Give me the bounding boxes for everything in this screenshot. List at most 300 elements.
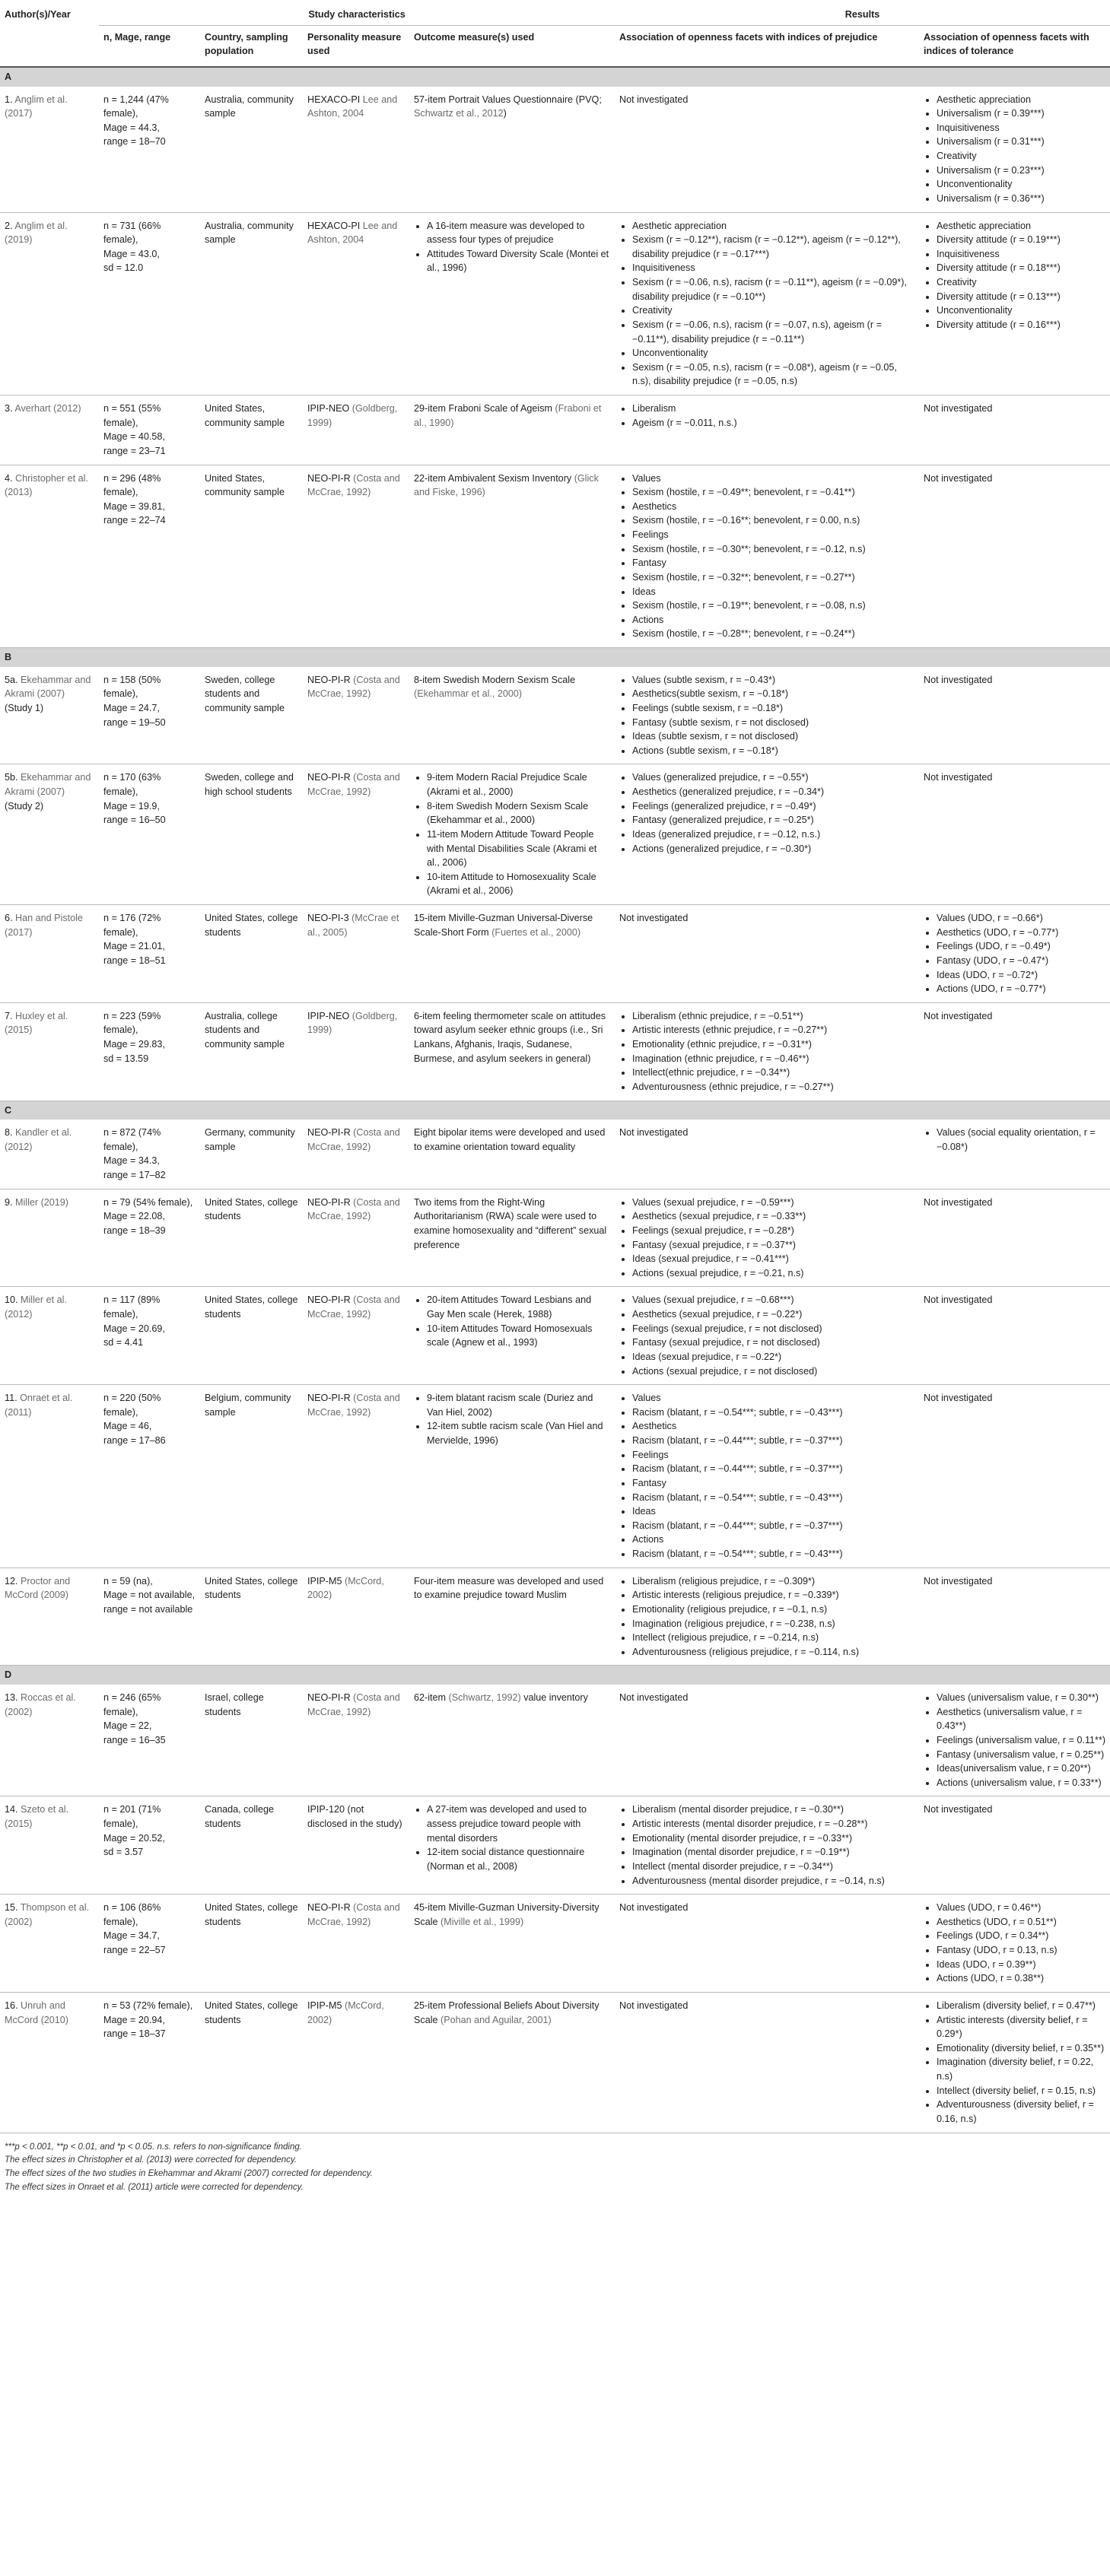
author-cell	[0, 1002, 99, 1101]
author-cell	[0, 1189, 99, 1287]
prejudice-item: • Sexism (r = −0.05, n.s), racism (r = −0.08*), ageism (r = −0.05, n.s), disability prejudice (r = −0.05, n.s)	[632, 361, 914, 389]
author-link: Anglim et al. (2019)	[5, 220, 68, 246]
citation: (Costa and McCrae, 1992)	[307, 1196, 400, 1222]
prejudice-item: • Ageism (r = −0.011, n.s.)	[632, 416, 914, 430]
tolerance-list	[924, 1126, 1105, 1154]
author-link: Huxley et al. (2015)	[5, 1010, 68, 1036]
prejudice-text: Not investigated	[619, 1692, 689, 1703]
author-cell	[0, 1895, 99, 1993]
prejudice-cell	[615, 1796, 919, 1895]
author-link: Thompson et al. (2002)	[5, 1902, 90, 1927]
prejudice-text: Not investigated	[619, 94, 689, 105]
section-row	[0, 1666, 1110, 1685]
outcome-cell	[409, 395, 615, 465]
prejudice-item: • Imagination (religious prejudice, r = −0.238, n.s)	[632, 1617, 914, 1631]
outcome-text: 45-item Miville-Guzman University-Diversity Scale	[414, 1902, 600, 1927]
tolerance-item: • Unconventionality	[937, 177, 1105, 192]
tolerance-item: • Values (UDO, r = −0.66*)	[937, 911, 1105, 926]
tolerance-item: • Creativity	[937, 275, 1105, 290]
prejudice-item: • Liberalism (mental disorder prejudice, r = −0.30**)	[632, 1803, 914, 1817]
outcome-text: 57-item Portrait Values Questionnaire (PVQ;	[414, 94, 602, 105]
measure-text: NEO-PI-R	[307, 1127, 354, 1139]
prejudice-item: • Ideas	[632, 585, 914, 599]
country-cell: Australia, community sample	[200, 212, 303, 395]
author-text: 2.	[5, 220, 15, 231]
measure-text: NEO-PI-R	[307, 472, 354, 484]
measure-cell	[303, 905, 409, 1003]
author-text: 7.	[5, 1010, 16, 1021]
sample-line: Mage = 39.81,	[103, 500, 165, 512]
prejudice-item: • Aesthetic appreciation	[632, 219, 914, 233]
author-text: 11.	[5, 1393, 21, 1404]
prejudice-list	[619, 472, 914, 642]
tolerance-item: • Diversity attitude (r = 0.13***)	[937, 290, 1105, 304]
tolerance-item: • Creativity	[937, 149, 1105, 164]
tolerance-item: • Inquisitiveness	[937, 247, 1105, 262]
measure-cell	[303, 764, 409, 905]
tolerance-text: Not investigated	[924, 674, 993, 685]
sample-line: n = 117 (89% female),	[103, 1294, 161, 1320]
tolerance-list	[924, 93, 1105, 206]
prejudice-item: • Values (sexual prejudice, r = −0.68***)	[632, 1293, 914, 1307]
header-prejudice: Association of openness facets with indices of prejudice	[615, 25, 919, 67]
prejudice-item: • Sexism (r = −0.06, n.s), racism (r = −0.11**), ageism (r = −0.09*), disability prejudice (r = −0.10**)	[632, 275, 914, 303]
sample-cell	[99, 1895, 200, 1993]
table-row	[0, 1568, 1110, 1666]
country-cell: United States, community sample	[200, 395, 303, 465]
country-cell: United States, college students	[200, 1189, 303, 1287]
author-text: 3.	[5, 403, 15, 414]
country-cell: Australia, community sample	[200, 87, 303, 213]
prejudice-item: • Sexism (hostile, r = −0.19**; benevolent, r = −0.08, n.s)	[632, 599, 914, 613]
sample-line: Mage = 20.52,	[103, 1832, 165, 1844]
sample-line: n = 246 (65% female),	[103, 1692, 161, 1717]
table-row	[0, 1796, 1110, 1895]
sample-line: Mage = 46,	[103, 1421, 152, 1432]
tolerance-cell	[919, 1002, 1110, 1101]
author-link: Unruh and McCord (2010)	[5, 1999, 68, 2025]
sample-cell	[99, 1002, 200, 1101]
sample-line: n = 53 (72% female),	[103, 1999, 193, 2011]
section-row	[0, 648, 1110, 667]
sample-line: Mage = 40.58,	[103, 431, 165, 443]
country-cell: Australia, college students and community sample	[200, 1002, 303, 1101]
citation: (Costa and McCrae, 1992)	[307, 1692, 400, 1717]
table-row	[0, 465, 1110, 648]
sample-cell	[99, 1992, 200, 2133]
author-text: 13.	[5, 1692, 21, 1703]
measure-cell	[303, 395, 409, 465]
prejudice-cell	[615, 395, 919, 465]
footnote: The effect sizes in Onraet et al. (2011) article were corrected for dependency.	[5, 2182, 304, 2192]
country-cell: Israel, college students	[200, 1685, 303, 1796]
prejudice-list	[619, 1803, 914, 1888]
tolerance-cell	[919, 1120, 1110, 1189]
table-footnotes	[0, 2133, 1110, 2201]
header-author: Author(s)/Year	[5, 9, 71, 20]
author-cell	[0, 1796, 99, 1895]
outcome-list	[414, 770, 610, 898]
sample-line: range = not available	[103, 1603, 193, 1615]
prejudice-item: • Values (subtle sexism, r = −0.43*)	[632, 673, 914, 688]
prejudice-cell	[615, 667, 919, 764]
sample-line: Mage = 29.83,	[103, 1039, 165, 1050]
sample-cell	[99, 1385, 200, 1568]
tolerance-item: • Actions (universalism value, r = 0.33**)	[937, 1776, 1105, 1790]
header-personality-measure: Personality measure used	[303, 25, 409, 67]
measure-text: NEO-PI-R	[307, 674, 354, 685]
table-row	[0, 87, 1110, 213]
prejudice-item: • Actions	[632, 1533, 914, 1547]
tolerance-item: • Fantasy (UDO, r = 0.13, n.s)	[937, 1943, 1105, 1958]
sample-line: Mage = not available,	[103, 1590, 196, 1601]
prejudice-item: • Feelings	[632, 528, 914, 542]
country-cell: Sweden, college students and community sample	[200, 667, 303, 764]
prejudice-list	[619, 1293, 914, 1378]
tolerance-item: • Actions (UDO, r = −0.77*)	[937, 982, 1105, 996]
prejudice-item: • Values	[632, 1391, 914, 1406]
tolerance-cell	[919, 764, 1110, 905]
sample-line: n = 158 (50% female),	[103, 674, 161, 700]
measure-cell	[303, 465, 409, 648]
outcome-text: 15-item Miville-Guzman Universal-Diverse Scale-Short Form	[414, 913, 593, 938]
prejudice-item: • Fantasy	[632, 1476, 914, 1491]
prejudice-cell	[615, 1685, 919, 1796]
sample-line: n = 176 (72% female),	[103, 913, 161, 938]
prejudice-cell	[615, 764, 919, 905]
tolerance-item: • Universalism (r = 0.31***)	[937, 135, 1105, 149]
sample-line: range = 18–70	[103, 136, 166, 148]
outcome-text: Eight bipolar items were developed and used to examine orientation toward equality	[414, 1127, 606, 1152]
prejudice-item: • Racism (blatant, r = −0.54***; subtle, r = −0.43***)	[632, 1547, 914, 1561]
tolerance-cell	[919, 1895, 1110, 1993]
outcome-text: 8-item Swedish Modern Sexism Scale	[414, 674, 576, 685]
author-link: Roccas et al. (2002)	[5, 1692, 76, 1717]
prejudice-cell	[615, 905, 919, 1003]
footnote: ***p < 0.001, **p < 0.01, and *p < 0.05. n.s. refers to non-significance finding.	[5, 2142, 302, 2152]
country-cell: Canada, college students	[200, 1796, 303, 1895]
prejudice-item: • Sexism (hostile, r = −0.49**; benevolent, r = −0.41**)	[632, 485, 914, 500]
author-cell	[0, 212, 99, 395]
sample-line: range = 16–35	[103, 1734, 166, 1745]
table-body	[0, 67, 1110, 2133]
tolerance-item: • Unconventionality	[937, 303, 1105, 318]
tolerance-cell	[919, 905, 1110, 1003]
table-row	[0, 764, 1110, 905]
tolerance-item: • Adventurousness (diversity belief, r = 0.16, n.s)	[937, 2098, 1105, 2126]
sample-line: n = 551 (55% female),	[103, 403, 161, 428]
section-label: C	[0, 1101, 1110, 1120]
prejudice-cell	[615, 1895, 919, 1993]
prejudice-item: • Artistic interests (ethnic prejudice, r = −0.27**)	[632, 1023, 914, 1037]
sample-cell	[99, 1120, 200, 1189]
outcome-list	[414, 219, 610, 276]
sample-line: Mage = 34.3,	[103, 1155, 160, 1167]
prejudice-item: • Ideas (sexual prejudice, r = −0.22*)	[632, 1350, 914, 1364]
prejudice-item: • Inquisitiveness	[632, 261, 914, 275]
tolerance-item: • Universalism (r = 0.23***)	[937, 164, 1105, 178]
citation: (Costa and McCrae, 1992)	[307, 1294, 400, 1320]
author-link: Averhart (2012)	[14, 403, 81, 414]
outcome-item: • Attitudes Toward Diversity Scale (Montei et al., 1996)	[427, 247, 610, 275]
measure-cell	[303, 1189, 409, 1287]
sample-line: n = 201 (71% female),	[103, 1804, 161, 1829]
tolerance-text: Not investigated	[924, 472, 993, 484]
prejudice-cell	[615, 465, 919, 648]
prejudice-item: • Artistic interests (mental disorder prejudice, r = −0.28**)	[632, 1817, 914, 1831]
table-row	[0, 1189, 1110, 1287]
outcome-cell	[409, 1120, 615, 1189]
measure-text: IPIP-M5	[307, 1575, 345, 1587]
table-row	[0, 1685, 1110, 1796]
outcome-item: • 9-item Modern Racial Prejudice Scale (Akrami et al., 2000)	[427, 770, 610, 799]
tolerance-item: • Values (universalism value, r = 0.30**)	[937, 1691, 1105, 1705]
prejudice-list	[619, 1391, 914, 1561]
sample-line: Mage = 44.3,	[103, 122, 160, 133]
prejudice-item: • Aesthetics (sexual prejudice, r = −0.22*)	[632, 1307, 914, 1322]
prejudice-item: • Fantasy (generalized prejudice, r = −0.25*)	[632, 813, 914, 827]
measure-text: NEO-PI-R	[307, 1294, 354, 1306]
tolerance-text: Not investigated	[924, 1804, 993, 1815]
outcome-item: • 11-item Modern Attitude Toward People with Mental Disabilities Scale (Akrami et al., 2006)	[427, 827, 610, 870]
measure-cell	[303, 1992, 409, 2133]
table-row	[0, 667, 1110, 764]
tolerance-item: • Aesthetics (UDO, r = 0.51**)	[937, 1915, 1105, 1930]
citation: (Schwartz, 1992)	[448, 1692, 521, 1703]
tolerance-text: Not investigated	[924, 772, 993, 783]
header-outcome-measure: Outcome measure(s) used	[409, 25, 615, 67]
sample-cell	[99, 764, 200, 905]
author-text: 1.	[5, 94, 15, 105]
citation: (McCrae et al., 2005)	[307, 913, 399, 938]
citation: (Costa and McCrae, 1992)	[307, 674, 400, 700]
outcome-item: • 20-item Attitudes Toward Lesbians and Gay Men scale (Herek, 1988)	[427, 1293, 610, 1321]
sample-line: Mage = 21.01,	[103, 941, 165, 952]
prejudice-item: • Aesthetics	[632, 1419, 914, 1434]
measure-text: IPIP-NEO	[307, 1010, 352, 1021]
author-text: 15.	[5, 1902, 21, 1914]
prejudice-item: • Feelings (subtle sexism, r = −0.18*)	[632, 701, 914, 716]
outcome-item: • 12-item subtle racism scale (Van Hiel and Mervielde, 1996)	[427, 1419, 610, 1447]
prejudice-cell	[615, 212, 919, 395]
outcome-item: • A 16-item measure was developed to assess four types of prejudice	[427, 219, 610, 247]
tolerance-cell	[919, 1287, 1110, 1385]
tolerance-item: • Inquisitiveness	[937, 121, 1105, 135]
header-tolerance: Association of openness facets with indices of tolerance	[919, 25, 1110, 67]
outcome-text: Two items from the Right-Wing Authoritarianism (RWA) scale were used to examine homosexuality and “different” sexual preference	[414, 1196, 607, 1250]
tolerance-list	[924, 219, 1105, 332]
author-text: 9.	[5, 1196, 16, 1208]
outcome-cell	[409, 1385, 615, 1568]
prejudice-item: • Sexism (hostile, r = −0.30**; benevolent, r = −0.12, n.s)	[632, 542, 914, 557]
measure-cell	[303, 1895, 409, 1993]
outcome-list	[414, 1803, 610, 1873]
tolerance-cell	[919, 1385, 1110, 1568]
sample-line: Mage = 20.94,	[103, 2014, 165, 2025]
citation: (Fuertes et al., 2000)	[491, 926, 581, 938]
tolerance-item: • Feelings (universalism value, r = 0.11**)	[937, 1733, 1105, 1748]
citation: (Costa and McCrae, 1992)	[307, 1393, 400, 1418]
sample-line: n = 296 (48% female),	[103, 472, 161, 498]
author-cell	[0, 764, 99, 905]
prejudice-item: • Emotionality (ethnic prejudice, r = −0.31**)	[632, 1037, 914, 1052]
sample-line: n = 731 (66% female),	[103, 220, 161, 246]
citation: Lee and Ashton, 2004	[307, 94, 398, 119]
author-cell	[0, 1992, 99, 2133]
sample-line: Mage = 24.7,	[103, 702, 160, 713]
measure-cell	[303, 1002, 409, 1101]
tolerance-item: • Fantasy (UDO, r = −0.47*)	[937, 954, 1105, 968]
outcome-cell	[409, 1685, 615, 1796]
sample-line: sd = 3.57	[103, 1847, 144, 1858]
prejudice-item: • Actions (subtle sexism, r = −0.18*)	[632, 744, 914, 758]
citation: Lee and Ashton, 2004	[307, 220, 398, 246]
prejudice-item: • Actions (generalized prejudice, r = −0.30*)	[632, 842, 914, 856]
author-cell	[0, 1385, 99, 1568]
outcome-item: • 9-item blatant racism scale (Duriez and Van Hiel, 2002)	[427, 1391, 610, 1419]
prejudice-item: • Feelings (generalized prejudice, r = −0.49*)	[632, 799, 914, 814]
header-country: Country, sampling population	[200, 25, 303, 67]
prejudice-item: • Fantasy (subtle sexism, r = not disclosed)	[632, 716, 914, 730]
prejudice-item: • Unconventionality	[632, 346, 914, 361]
tolerance-item: • Emotionality (diversity belief, r = 0.35**)	[937, 2041, 1105, 2056]
sample-line: Mage = 19.9,	[103, 800, 160, 812]
outcome-cell	[409, 1992, 615, 2133]
author-link: Anglim et al. (2017)	[5, 94, 68, 119]
sample-cell	[99, 212, 200, 395]
table-row	[0, 395, 1110, 465]
author-cell	[0, 905, 99, 1003]
sample-line: Mage = 20.69,	[103, 1323, 165, 1334]
measure-text: NEO-PI-R	[307, 1902, 354, 1914]
prejudice-item: • Racism (blatant, r = −0.44***; subtle, r = −0.37***)	[632, 1434, 914, 1448]
prejudice-text: Not investigated	[619, 1999, 689, 2011]
sample-line: n = 79 (54% female),	[103, 1196, 193, 1208]
sample-cell	[99, 465, 200, 648]
table-row	[0, 1992, 1110, 2133]
sample-line: n = 872 (74% female),	[103, 1127, 161, 1152]
sample-line: range = 22–74	[103, 515, 166, 526]
tolerance-text: Not investigated	[924, 1010, 993, 1021]
prejudice-item: • Adventurousness (religious prejudice, r = −0.114, n.s)	[632, 1645, 914, 1660]
prejudice-item: • Feelings (sexual prejudice, r = not disclosed)	[632, 1322, 914, 1336]
table-row	[0, 905, 1110, 1003]
measure-cell	[303, 87, 409, 213]
measure-cell	[303, 1685, 409, 1796]
prejudice-item: • Sexism (hostile, r = −0.16**; benevolent, r = 0.00, n.s)	[632, 513, 914, 528]
author-text: 5a.	[5, 674, 21, 685]
sample-cell	[99, 1189, 200, 1287]
author-cell	[0, 87, 99, 213]
prejudice-item: • Sexism (hostile, r = −0.28**; benevolent, r = −0.24**)	[632, 627, 914, 641]
author-link: Onraet et al. (2011)	[5, 1393, 73, 1418]
measure-text: IPIP-120 (not disclosed in the study)	[307, 1804, 402, 1829]
prejudice-item: • Liberalism	[632, 402, 914, 416]
outcome-item: • A 27-item was developed and used to assess prejudice toward people with mental disorders	[427, 1803, 610, 1845]
country-cell: United States, college students	[200, 1992, 303, 2133]
prejudice-list	[619, 1196, 914, 1281]
author-text: 16.	[5, 1999, 21, 2011]
sample-line: sd = 4.41	[103, 1337, 144, 1348]
section-label: A	[0, 67, 1110, 87]
author-link: Ekehammar and Akrami (2007)	[5, 772, 91, 797]
tolerance-item: • Values (UDO, r = 0.46**)	[937, 1901, 1105, 1915]
prejudice-list	[619, 402, 914, 430]
prejudice-item: • Aesthetics (generalized prejudice, r = −0.34*)	[632, 785, 914, 799]
sample-line: Mage = 22.08,	[103, 1211, 165, 1222]
prejudice-item: • Racism (blatant, r = −0.54***; subtle, r = −0.43***)	[632, 1406, 914, 1420]
outcome-cell	[409, 905, 615, 1003]
prejudice-list	[619, 770, 914, 856]
country-cell: United States, community sample	[200, 465, 303, 648]
outcome-text: 29-item Fraboni Scale of Ageism	[414, 403, 555, 414]
measure-text: HEXACO-PI	[307, 220, 363, 231]
sample-line: range = 19–50	[103, 716, 166, 728]
outcome-cell	[409, 667, 615, 764]
sample-line: n = 223 (59% female),	[103, 1010, 161, 1036]
tolerance-item: • Feelings (UDO, r = −0.49*)	[937, 939, 1105, 954]
outcome-text: )	[503, 108, 507, 119]
prejudice-text: Not investigated	[619, 913, 689, 923]
prejudice-cell	[615, 1002, 919, 1101]
table-row	[0, 1385, 1110, 1568]
outcome-text: 62-item	[414, 1692, 449, 1703]
tolerance-list	[924, 911, 1105, 996]
author-cell	[0, 1568, 99, 1666]
country-cell: United States, college students	[200, 905, 303, 1003]
author-text: 6.	[5, 913, 16, 923]
author-link: Christopher et al. (2013)	[5, 472, 88, 498]
sample-line: n = 1,244 (47% female),	[103, 94, 169, 119]
sample-line: n = 106 (86% female),	[103, 1902, 161, 1927]
prejudice-item: • Fantasy	[632, 556, 914, 570]
tolerance-list	[924, 1901, 1105, 1986]
outcome-text: 25-item Professional Beliefs About Diversity Scale	[414, 1999, 600, 2025]
prejudice-item: • Artistic interests (religious prejudice, r = −0.339*)	[632, 1588, 914, 1602]
outcome-text: Four-item measure was developed and used to examine prejudice toward Muslim	[414, 1575, 604, 1601]
prejudice-item: • Actions (sexual prejudice, r = not disclosed)	[632, 1364, 914, 1379]
table-row	[0, 1287, 1110, 1385]
sample-cell	[99, 905, 200, 1003]
measure-cell	[303, 1796, 409, 1895]
sample-line: range = 18–39	[103, 1224, 166, 1236]
country-cell: United States, college students	[200, 1895, 303, 1993]
sample-line: range = 22–57	[103, 1945, 166, 1955]
tolerance-text: Not investigated	[924, 1196, 993, 1208]
prejudice-item: • Liberalism (religious prejudice, r = −0.309*)	[632, 1574, 914, 1589]
tolerance-item: • Ideas(universalism value, r = 0.20**)	[937, 1761, 1105, 1776]
prejudice-item: • Sexism (hostile, r = −0.32**; benevolent, r = −0.27**)	[632, 570, 914, 585]
tolerance-list	[924, 1999, 1105, 2127]
prejudice-list	[619, 219, 914, 389]
header-sample: n, Mage, range	[99, 25, 200, 67]
table-row	[0, 1120, 1110, 1189]
author-link: Szeto et al. (2015)	[5, 1804, 69, 1829]
prejudice-item: • Creativity	[632, 303, 914, 318]
prejudice-item: • Values (sexual prejudice, r = −0.59***)	[632, 1196, 914, 1210]
citation: (Fraboni et al., 1990)	[414, 403, 602, 428]
citation: (McCord, 2002)	[307, 1999, 384, 2025]
prejudice-item: • Sexism (r = −0.06, n.s), racism (r = −0.07, n.s), ageism (r = −0.11**), disability prejudice (r = −0.11**)	[632, 318, 914, 346]
table-row	[0, 212, 1110, 395]
tolerance-cell	[919, 212, 1110, 395]
tolerance-cell	[919, 1685, 1110, 1796]
citation: (Goldberg, 1999)	[307, 1010, 398, 1036]
author-link: Han and Pistole (2017)	[5, 913, 83, 938]
prejudice-item: • Ideas (sexual prejudice, r = −0.41***)	[632, 1252, 914, 1266]
tolerance-item: • Artistic interests (diversity belief, r = 0.29*)	[937, 2013, 1105, 2041]
tolerance-item: • Fantasy (universalism value, r = 0.25**)	[937, 1748, 1105, 1762]
